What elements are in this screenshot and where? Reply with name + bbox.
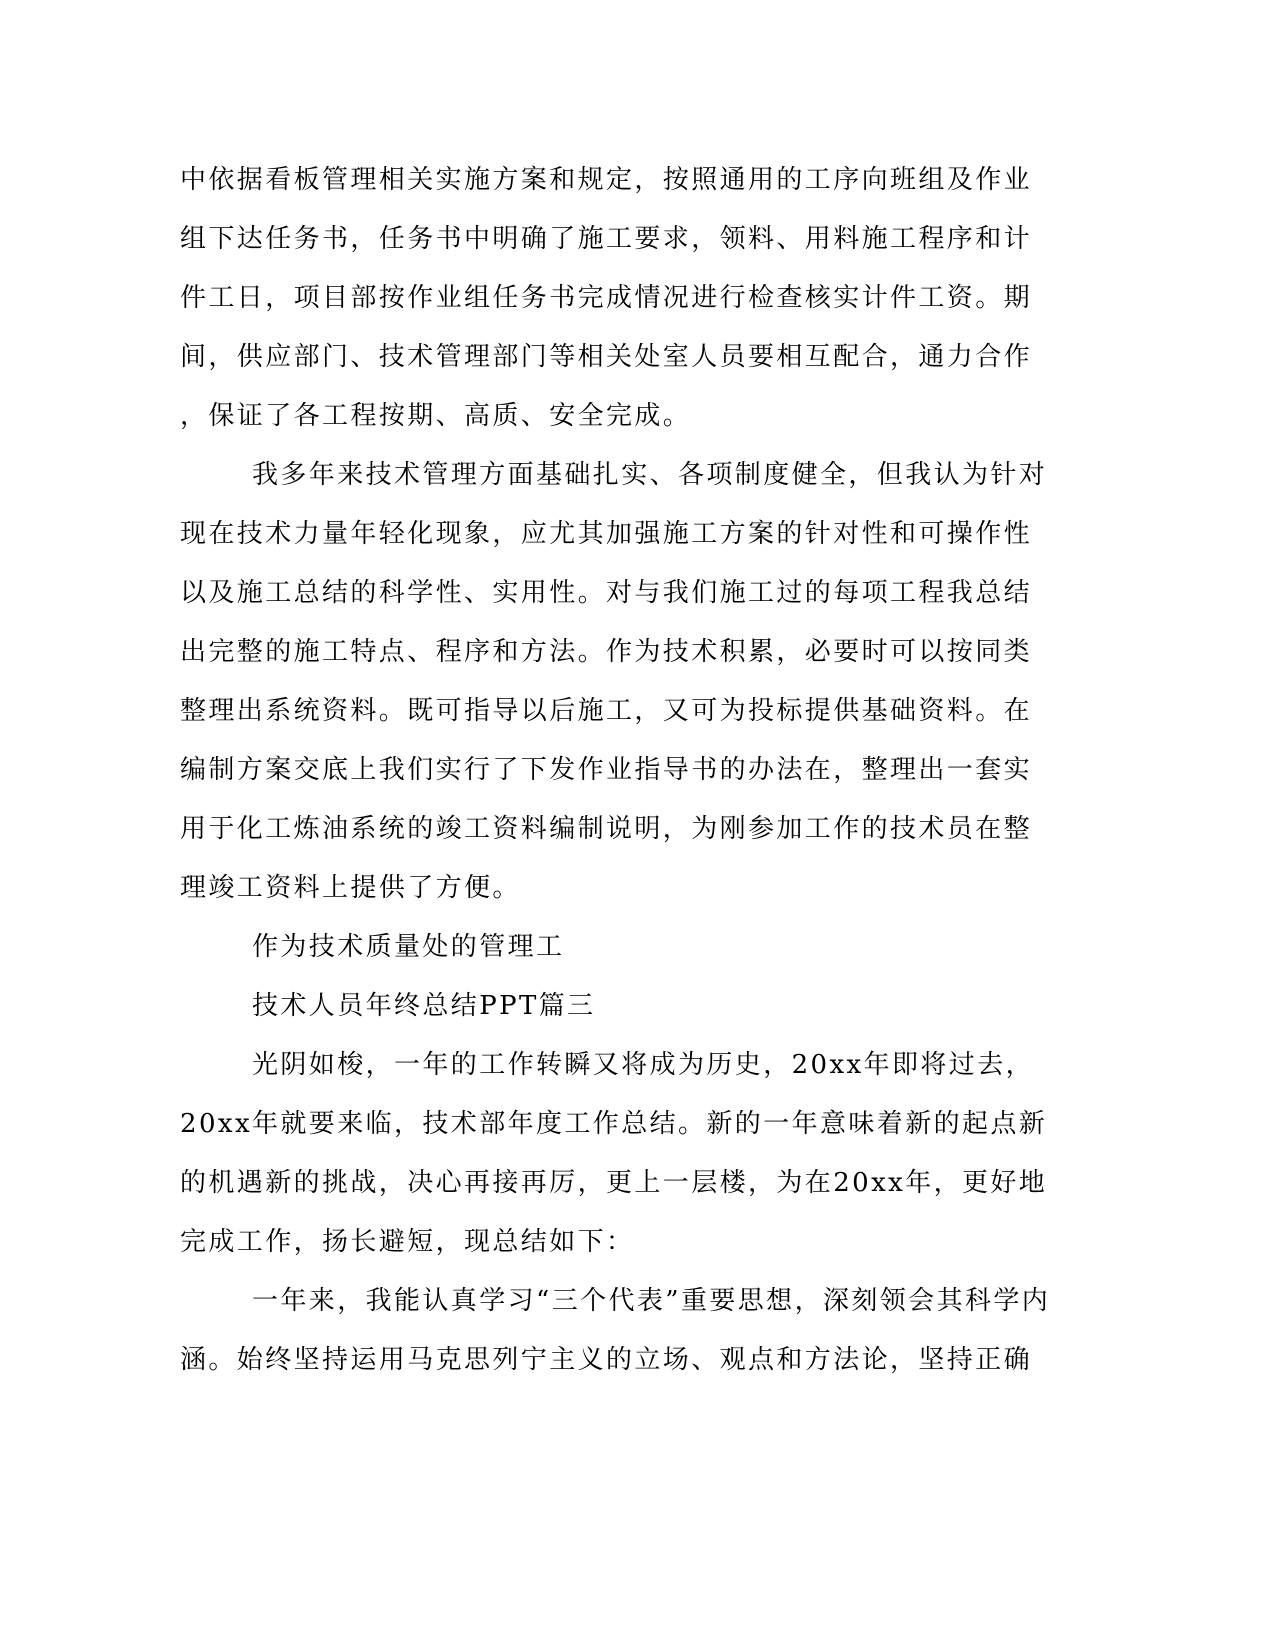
paragraph-first-line: 作为技术质量处的管理工	[252, 932, 565, 962]
paragraph-first-line: 我多年来技术管理方面基础扎实、各项制度健全，但我认为针对	[252, 460, 1048, 490]
text-line: 间，供应部门、技术管理部门等相关处室人员要相互配合，通力合作	[180, 342, 1033, 372]
text-line: 现在技术力量年轻化现象，应尤其加强施工方案的针对性和可操作性	[180, 519, 1033, 549]
text-line: 整理出系统资料。既可指导以后施工，又可为投标提供基础资料。在	[180, 696, 1033, 726]
text-line: 用于化工炼油系统的竣工资料编制说明，为刚参加工作的技术员在整	[180, 814, 1033, 844]
text-line: 完成工作，扬长避短，现总结如下：	[180, 1227, 635, 1257]
text-line: 中依据看板管理相关实施方案和规定，按照通用的工序向班组及作业	[180, 165, 1033, 195]
text-line: 组下达任务书，任务书中明确了施工要求，领料、用料施工程序和计	[180, 224, 1033, 254]
text-line: 的机遇新的挑战，决心再接再厉，更上一层楼，为在20xx年，更好地	[180, 1168, 1048, 1198]
text-line: 涵。始终坚持运用马克思列宁主义的立场、观点和方法论，坚持正确	[180, 1345, 1033, 1375]
text-line: 以及施工总结的科学性、实用性。对与我们施工过的每项工程我总结	[180, 578, 1033, 608]
paragraph-first-line: 一年来，我能认真学习“三个代表”重要思想，深刻领会其科学内	[252, 1286, 1051, 1316]
text-line: 20xx年就要来临，技术部年度工作总结。新的一年意味着新的起点新	[180, 1109, 1048, 1139]
text-line: 理竣工资料上提供了方便。	[180, 873, 521, 903]
text-line: 编制方案交底上我们实行了下发作业指导书的办法在，整理出一套实	[180, 755, 1033, 785]
text-line: ，保证了各工程按期、高质、安全完成。	[180, 401, 692, 431]
paragraph-first-line: 光阴如梭，一年的工作转瞬又将成为历史，20xx年即将过去，	[252, 1050, 1035, 1080]
section-heading: 技术人员年终总结PPT篇三	[252, 991, 596, 1021]
text-line: 出完整的施工特点、程序和方法。作为技术积累，必要时可以按同类	[180, 637, 1033, 667]
text-line: 件工日，项目部按作业组任务书完成情况进行检查核实计件工资。期	[180, 283, 1033, 313]
